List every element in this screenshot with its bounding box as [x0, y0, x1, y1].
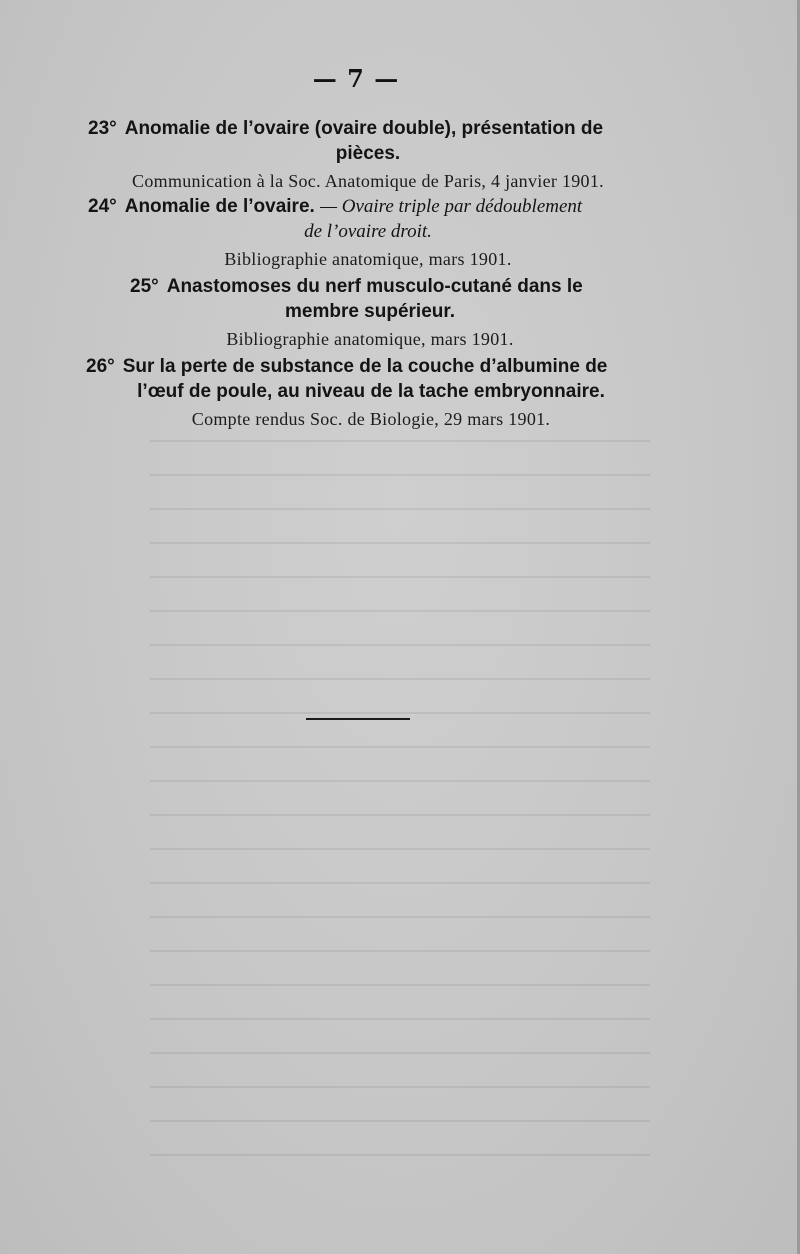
entry-title [88, 116, 648, 141]
entry-title-line2: pièces. [335, 143, 401, 164]
entry-title-line2: membre supérieur. [284, 301, 456, 322]
entry-source: Communication à la Soc. Anatomique de Paris, 4 janvier 1901. [132, 171, 604, 191]
entry-number: 24° [88, 196, 117, 217]
entry-title-line1: Anastomoses du nerf musculo-cutané dans le [166, 276, 583, 297]
entry-25 [130, 274, 610, 351]
entry-title-line1: Anomalie de l’ovaire. [124, 196, 315, 217]
section-divider [306, 718, 410, 720]
entry-24 [88, 194, 648, 271]
entry-title-line2: de l’ovaire droit. [304, 221, 432, 242]
entry-title [86, 354, 656, 379]
entry-subtitle: — Ovaire triple par dédoublement [320, 196, 583, 217]
entry-title [88, 194, 648, 219]
entry-26 [86, 354, 656, 431]
entry-source: Bibliographie anatomique, mars 1901. [224, 249, 512, 269]
entry-number: 25° [130, 276, 159, 297]
page-number: — 7 — [312, 64, 400, 93]
entry-title-line2: l’œuf de poule, au niveau de la tache embryonnaire. [137, 381, 605, 402]
entry-source: Bibliographie anatomique, mars 1901. [226, 329, 514, 349]
bleed-through-texture [150, 440, 650, 1160]
entry-number: 23° [88, 118, 117, 139]
entry-title-line1: Anomalie de l’ovaire (ovaire double), présentation de [124, 118, 604, 139]
entry-title [130, 274, 610, 299]
entry-number: 26° [86, 356, 115, 377]
entry-title-line1: Sur la perte de substance de la couche d’albumine de [122, 356, 608, 377]
entry-23 [88, 116, 648, 193]
entry-source: Compte rendus Soc. de Biologie, 29 mars 1901. [191, 409, 551, 429]
